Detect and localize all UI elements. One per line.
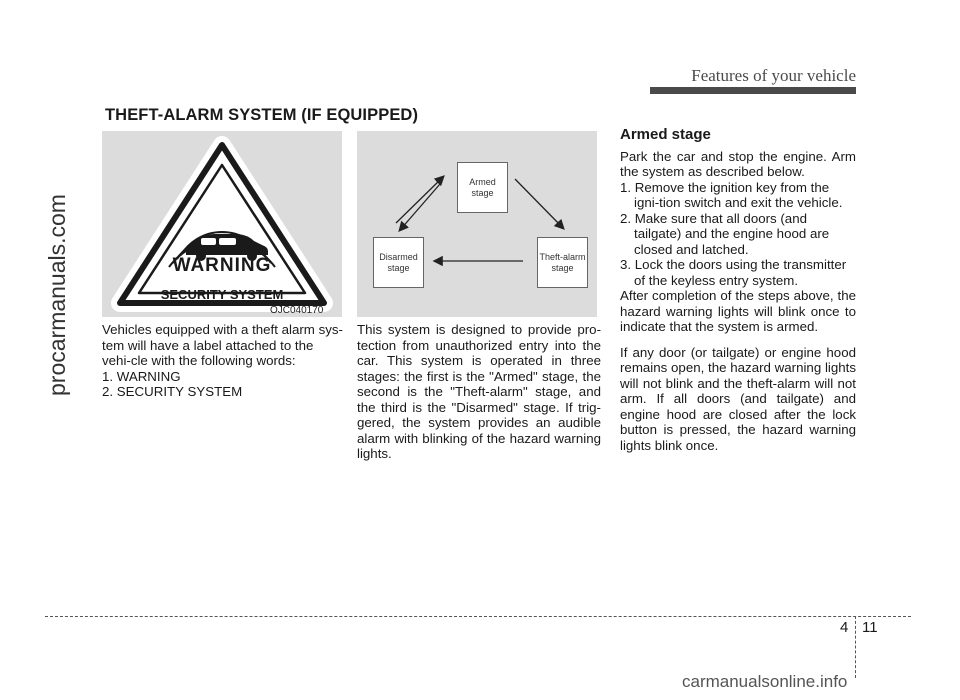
running-header-title: Features of your vehicle	[691, 66, 856, 85]
header-bar	[650, 87, 856, 94]
chapter-number: 4	[840, 619, 849, 636]
column-3	[620, 127, 856, 453]
theft-stage-line2: stage	[551, 262, 574, 273]
armed-step-3: 3. Lock the doors using the transmitter of the keyless entry system.	[620, 257, 847, 288]
footer-watermark: carmanualsonline.info	[682, 672, 848, 691]
figure-code: OJC040170	[270, 305, 324, 316]
stage-diagram-figure	[357, 131, 597, 317]
label-security-system-text: SECURITY SYSTEM	[160, 287, 284, 302]
theft-alarm-stage-box	[537, 237, 588, 288]
armed-step-2: 2. Make sure that all doors (and tailgate) and the engine hood are closed and latched.	[620, 210, 830, 257]
side-watermark: procarmanuals.com	[44, 194, 70, 396]
footer-rule	[45, 616, 911, 617]
armed-stage-heading: Armed stage	[620, 126, 711, 143]
disarmed-stage-box	[373, 237, 424, 288]
label-warning-text: WARNING	[172, 255, 272, 276]
warning-label-figure	[102, 131, 342, 317]
disarmed-stage-line2: stage	[387, 262, 410, 273]
theft-stage-line1: Theft-alarm	[539, 251, 586, 262]
column-2	[357, 322, 601, 462]
armed-after: After completion of the steps above, the hazard warning lights will blink once to indicate that the system is armed.	[620, 288, 856, 334]
label-description: Vehicles equipped with a theft alarm sys-tem will have a label attached to the vehi-cle with the following words:	[102, 322, 343, 368]
page-number: 11	[862, 619, 878, 636]
armed-stage-line1: Armed	[469, 176, 496, 187]
armed-note: If any door (or tailgate) or engine hood remains open, the hazard warning lights will not blink and the theft-alarm will not arm. If all doors (and tailgate) and engine hood are closed after the lock button is pressed, the hazard warning lights blink once.	[620, 344, 856, 453]
system-description: This system is designed to provide pro-tection from unauthorized entry into the car. This system is operated in three stages: the first is the "Armed" stage, the second is the "Theft-alarm" stage, and the third is the "Disarmed" stage. If trig-gered, the system provides an audible alarm with blinking of the hazard warning lights.	[357, 322, 601, 461]
column-1	[102, 322, 344, 400]
label-word-1: 1. WARNING	[102, 368, 181, 384]
label-word-2: 2. SECURITY SYSTEM	[102, 384, 243, 399]
armed-stage-line2: stage	[471, 187, 494, 198]
armed-stage-box	[457, 162, 508, 213]
footer-divider	[855, 616, 856, 678]
armed-step-1: 1. Remove the ignition key from the igni-tion switch and exit the vehicle.	[620, 179, 843, 210]
armed-intro: Park the car and stop the engine. Arm the system as described below.	[620, 148, 856, 179]
disarmed-stage-line1: Disarmed	[379, 251, 418, 262]
stage-arrows	[357, 131, 597, 317]
section-title: THEFT-ALARM SYSTEM (IF EQUIPPED)	[105, 106, 419, 124]
